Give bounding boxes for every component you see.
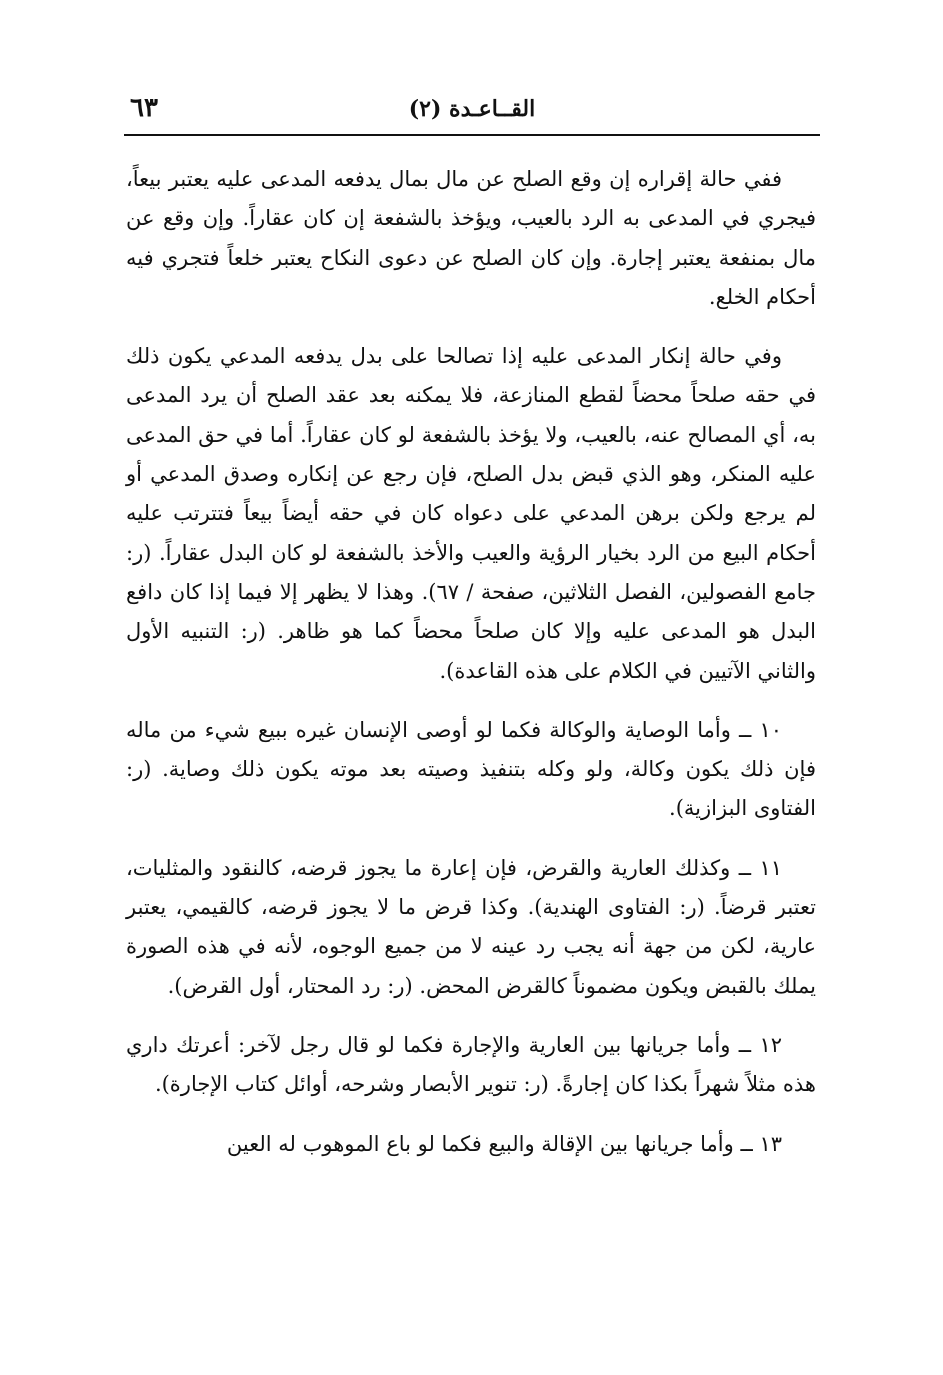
paragraph: ففي حالة إقراره إن وقع الصلح عن مال بمال يدفعه المدعى عليه يعتبر بيعاً، فيجري في المدعى به الرد بالعيب، ويؤخذ بالشفعة إن كان عقاراً. وإن وقع عن مال بمنفعة يعتبر إجارة. وإن كان الصلح عن دعوى النكاح يعتبر خلعاً فتجري فيه أحكام الخلع.	[126, 167, 816, 309]
paragraph: وفي حالة إنكار المدعى عليه إذا تصالحا على بدل يدفعه المدعي يكون ذلك في حقه صلحاً محضاً لقطع المنازعة، فلا يمكنه بعد عقد الصلح أن يرد المدعى به، أي المصالح عنه، بالعيب، ولا يؤخذ بالشفعة لو كان عقاراً. أما في حق المدعى عليه المنكر، وهو الذي قبض بدل الصلح، فإن رجع عن إنكاره وصدق المدعي أو لم يرجع ولكن برهن المدعي على دعواه كان في حقه أيضاً بيعاً فتترتب عليه أحكام البيع من الرد بخيار الرؤية والعيب والأخذ بالشفعة لو كان البدل عقاراً. (ر: جامع الفصولين، الفصل الثلاثين، صفحة / ٦٧). وهذا لا يظهر إلا فيما إذا كان دافع البدل هو المدعى عليه وإلا كان صلحاً محضاً كما هو ظاهر. (ر: التنبيه الأول والثاني الآتيين في الكلام على هذه القاعدة).	[126, 344, 816, 683]
paragraph: ١٣ ــ وأما جريانها بين الإقالة والبيع فكما لو باع الموهوب له العين	[226, 1131, 782, 1156]
paragraph: ١٠ ــ وأما الوصاية والوكالة فكما لو أوصى الإنسان غيره ببيع شيء من ماله فإن ذلك يكون وكالة، ولو وكله بتنفيذ وصيته بعد موته يكون ذلك وصاية. (ر: الفتاوى البزازية).	[126, 717, 816, 821]
chapter-title: القــاعـدة (٢)	[408, 96, 536, 122]
running-header	[124, 90, 820, 130]
header-divider	[124, 134, 820, 136]
paragraph: ١٢ ــ وأما جريانها بين العارية والإجارة فكما لو قال رجل لآخر: أعرتك داري هذه مثلاً شهراً بكذا كان إجارةً. (ر: تنوير الأبصار وشرحه، أوائل كتاب الإجارة).	[126, 1032, 816, 1097]
body-text	[126, 160, 816, 1164]
paragraph: ١١ ــ وكذلك العارية والقرض، فإن إعارة ما يجوز قرضه، كالنقود والمثليات، تعتبر قرضاً. (ر: الفتاوى الهندية). وكذا قرض ما لا يجوز قرضه، كالقيمي، يعتبر عارية، لكن من جهة أنه يجب رد عينه لا من جميع الوجوه، لأنه في هذه الصورة يملك بالقبض ويكون مضموناً كالقرض المحض. (ر: رد المحتار، أول القرض).	[126, 855, 816, 998]
page-number: ٦٣	[130, 93, 158, 123]
